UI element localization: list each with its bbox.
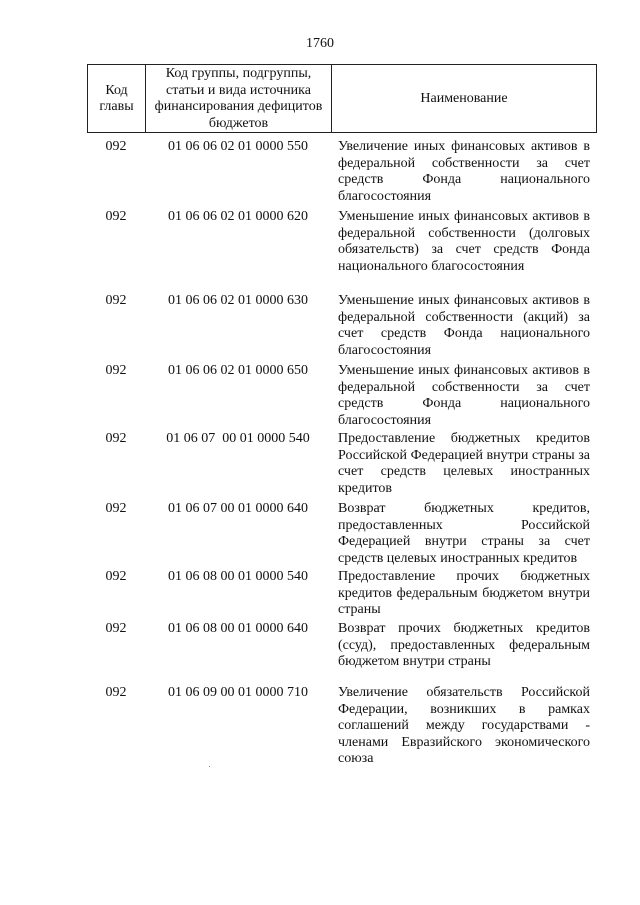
row-group-code: 01 06 06 02 01 0000 620: [168, 209, 308, 224]
row-group-code: 01 06 06 02 01 0000 630: [168, 293, 308, 308]
row-code: 092: [105, 569, 127, 584]
row-group-code: 01 06 08 00 01 0000 540: [168, 569, 308, 584]
row-code: 092: [105, 431, 127, 446]
row-code: 092: [105, 501, 127, 516]
table-header: [87, 64, 597, 133]
row-name: Предоставление бюджетных кредитов Российской Федерацией внутри страны за счет средств целевых иностранных кредитов: [338, 431, 590, 496]
financing-sources-table: [87, 64, 597, 766]
row-group-code: 01 06 09 00 01 0000 710: [168, 685, 308, 700]
header-group-code: Код группы, подгруппы, статьи и вида источника финансирования дефицитов бюджетов: [146, 65, 332, 132]
row-name: Увеличение обязательств Российской Федерации, возникших в рамках соглашений между государствами - членами Евразийского экономического союза: [338, 685, 590, 766]
row-name: Уменьшение иных финансовых активов в федеральной собственности за счет средств Фонда национального благосостояния: [338, 363, 590, 428]
header-code: Код главы: [88, 65, 146, 132]
row-name: Возврат бюджетных кредитов, предоставленных Российской Федерацией внутри страны за счет средств целевых иностранных кредитов: [338, 501, 590, 566]
row-code: 092: [105, 363, 127, 378]
row-name: Уменьшение иных финансовых активов в федеральной собственности (акций) за счет средств Фонда национального благосостояния: [338, 293, 590, 358]
row-name: Уменьшение иных финансовых активов в федеральной собственности (долговых обязательств) за счет средств Фонда национального благосостояния: [338, 209, 590, 274]
row-name: Увеличение иных финансовых активов в федеральной собственности за счет средств Фонда национального благосостояния: [338, 139, 590, 204]
row-group-code: 01 06 06 02 01 0000 650: [168, 363, 308, 378]
row-name: Возврат прочих бюджетных кредитов (ссуд), предоставленных федеральным бюджетом внутри страны: [338, 621, 590, 669]
scan-speck: [209, 766, 210, 767]
row-group-code: 01 06 07 00 01 0000 540: [166, 431, 310, 446]
page-number: 1760: [306, 36, 334, 51]
row-name: Предоставление прочих бюджетных кредитов федеральным бюджетом внутри страны: [338, 569, 590, 617]
row-code: 092: [105, 209, 127, 224]
row-group-code: 01 06 07 00 01 0000 640: [168, 501, 308, 516]
row-code: 092: [105, 621, 127, 636]
row-code: 092: [105, 685, 127, 700]
row-code: 092: [105, 293, 127, 308]
row-group-code: 01 06 08 00 01 0000 640: [168, 621, 308, 636]
row-code: 092: [105, 139, 127, 154]
header-name: Наименование: [420, 90, 508, 106]
row-group-code: 01 06 06 02 01 0000 550: [168, 139, 308, 154]
